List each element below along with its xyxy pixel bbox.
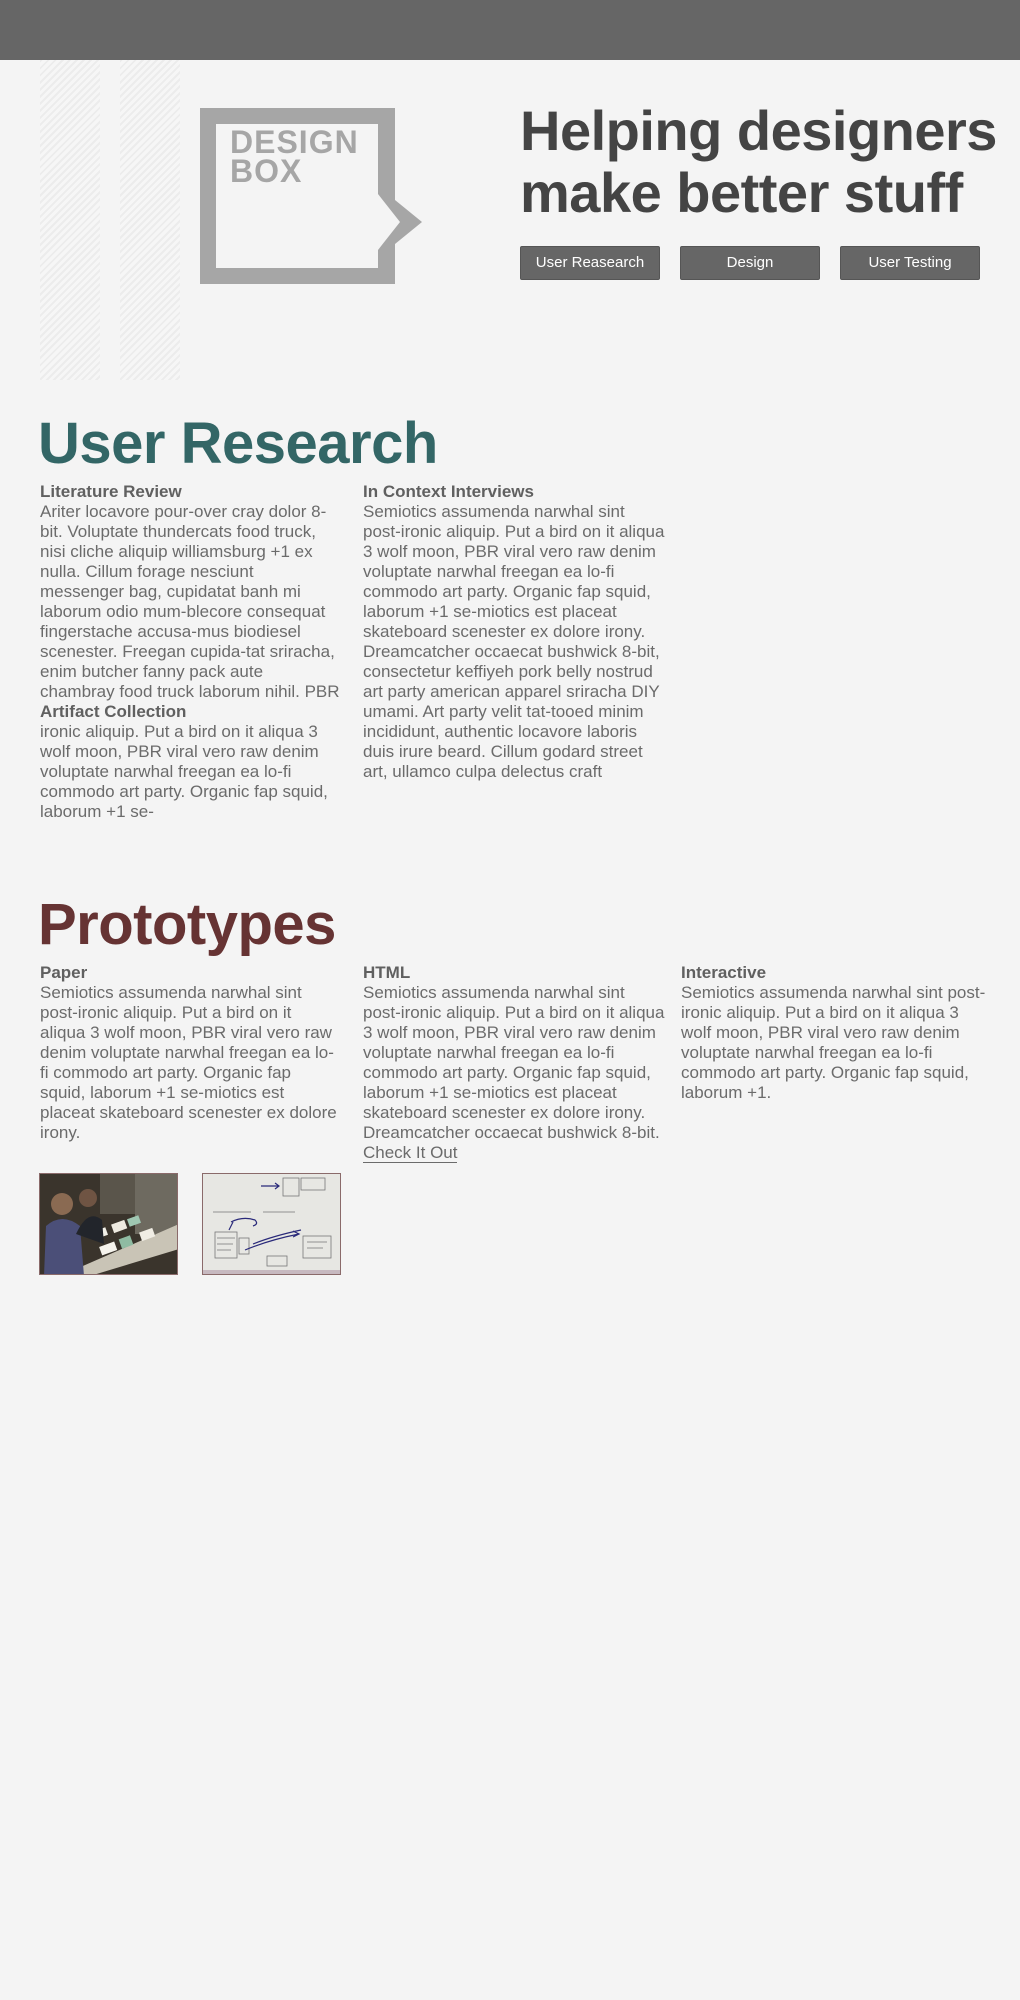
literature-review-heading: Literature Review [40,482,182,501]
in-context-interviews-block [363,482,666,782]
logo-line-2: BOX [230,153,303,189]
literature-review-body: Ariter locavore pour-over cray dolor 8-bit. Voluptate thundercats food truck, nisi cliche aliquip williamsburg +1 ex nulla. Cillum forage nesciunt messenger bag, cupidatat banh mi laborum odio mum-blecore consequat fingerstache accusa-mus biodiesel scenester. Freegan cupida-tat sriracha, enim butcher fanny pack aute chambray food truck laborum nihil. PBR [40,502,340,701]
prototypes-title: Prototypes [38,892,336,957]
hero-title-line-2: make better stuff [520,161,963,224]
paper-heading: Paper [40,963,88,982]
whiteboard-sketch-photo[interactable] [202,1173,341,1275]
paper-body: Semiotics assumenda narwhal sint post-ironic aliquip. Put a bird on it aliqua 3 wolf moon, PBR viral vero raw denim voluptate narwhal freegan ea lo-fi commodo art party. Organic fap squid, laborum +1 se-miotics est placeat skateboard scenester ex dolore irony. [40,983,337,1142]
check-it-out-link[interactable]: Check It Out [363,1143,458,1162]
top-bar [0,0,1020,60]
logo-line-1: DESIGN [230,124,359,160]
in-context-interviews-heading: In Context Interviews [363,482,534,501]
hero-title-line-1: Helping designers [520,99,997,162]
artifact-collection-body: ironic aliquip. Put a bird on it aliqua 3 wolf moon, PBR viral vero raw denim voluptate narwhal freegan ea lo-fi commodo art party. Organic fap squid, laborum +1 se- [40,722,328,821]
user-testing-button[interactable]: User Testing [840,246,980,280]
artifact-collection-heading: Artifact Collection [40,702,187,721]
paper-block [40,963,340,1143]
user-research-button[interactable]: User Reasearch [520,246,660,280]
html-body-text: Semiotics assumenda narwhal sint post-ironic aliquip. Put a bird on it aliqua 3 wolf moon, PBR viral vero raw denim voluptate narwhal freegan ea lo-fi commodo art party. Organic fap squid, laborum +1 se-miotics est placeat skateboard scenester ex dolore irony. Dreamcatcher occaecat bushwick 8-bit. [363,983,665,1142]
paper-prototype-photo[interactable] [39,1173,178,1275]
interactive-body: Semiotics assumenda narwhal sint post-ironic aliquip. Put a bird on it aliqua 3 wolf moon, PBR viral vero raw denim voluptate narwhal freegan ea lo-fi commodo art party. Organic fap squid, laborum +1. [681,983,986,1102]
whiteboard-sketch-photo-image [203,1174,341,1275]
html-block [363,963,666,1163]
html-heading: HTML [363,963,411,982]
decorative-stripe-right [120,60,180,380]
decorative-stripe-left [40,60,100,380]
logo-text [230,124,359,189]
artifact-collection-block [40,702,340,822]
interactive-heading: Interactive [681,963,767,982]
html-body [363,983,666,1163]
user-research-title: User Research [38,411,438,476]
paper-prototype-photo-image [40,1174,178,1275]
in-context-interviews-body: Semiotics assumenda narwhal sint post-ironic aliquip. Put a bird on it aliqua 3 wolf moon, PBR viral vero raw denim voluptate narwhal freegan ea lo-fi commodo art party. Organic fap squid, laborum +1 se-miotics est placeat skateboard scenester ex dolore irony. Dreamcatcher occaecat bushwick 8-bit, consectetur keffiyeh pork belly nostrud art party american apparel sriracha DIY umami. Art party velit tat-tooed minim incididunt, authentic locavore laboris duis irure beard. Cillum godard street art, ullamco culpa delectus craft [363,502,665,781]
literature-review-block [40,482,340,702]
design-button[interactable]: Design [680,246,820,280]
hero-title [520,100,1010,224]
interactive-block [681,963,986,1103]
